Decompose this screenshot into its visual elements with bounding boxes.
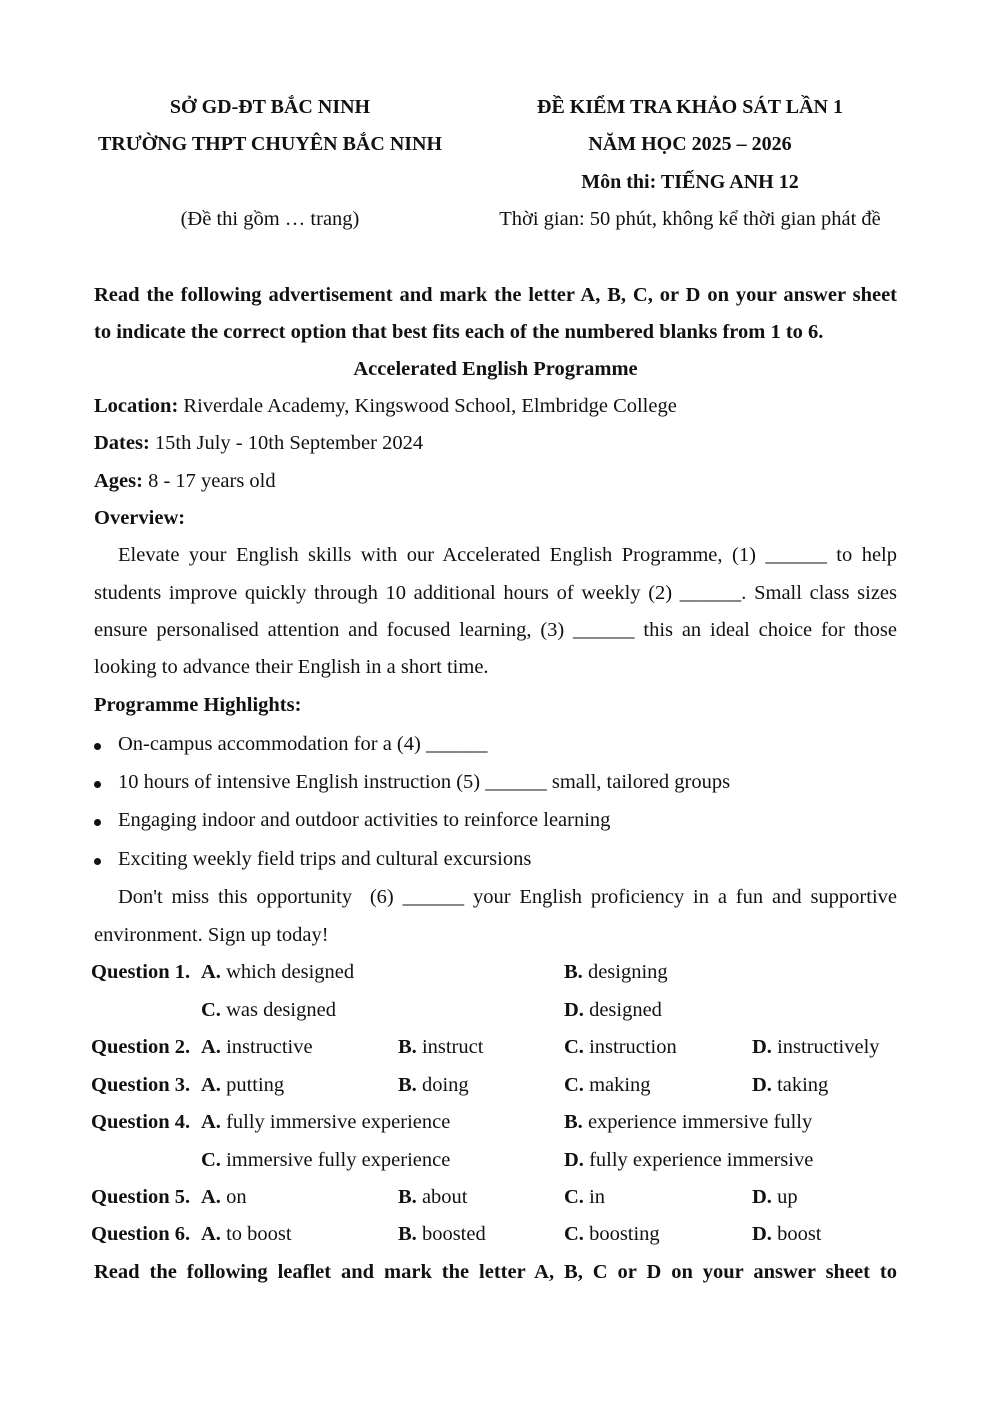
dates-label: Dates: [94,432,150,454]
option-b[interactable]: B. about [398,1186,468,1208]
question-label: Question 4. [91,1111,191,1133]
school-name: TRƯỜNG THPT CHUYÊN BẮC NINH [97,133,443,155]
highlight-text: Engaging indoor and outdoor activities to reinforce learning [118,809,611,831]
bullet-icon [94,819,101,826]
option-c[interactable]: C. in [564,1186,606,1208]
highlight-text: Exciting weekly field trips and cultural excursions [118,848,532,870]
bullet-icon [94,781,101,788]
option-b[interactable]: B. boosted [398,1223,486,1245]
option-a[interactable]: A. to boost [201,1223,292,1245]
location-label: Location: [94,395,179,417]
option-c[interactable]: C. was designed [201,999,336,1021]
page-count-note: (Đề thi gồm … trang) [180,208,360,230]
option-c[interactable]: C. making [564,1074,651,1096]
option-d[interactable]: D. up [752,1186,798,1208]
instruction-line: to indicate the correct option that best fits each of the numbered blanks from 1 to 6. [94,321,824,343]
option-d[interactable]: D. taking [752,1074,829,1096]
location-value: Riverdale Academy, Kingswood School, Elmbridge College [178,395,677,417]
time-note: Thời gian: 50 phút, không kể thời gian phát đề [499,208,881,230]
option-a[interactable]: A. putting [201,1074,285,1096]
option-d[interactable]: D. instructively [752,1036,880,1058]
question-label: Question 6. [91,1223,191,1245]
closing-line: environment. Sign up today! [94,924,329,946]
overview-label: Overview: [94,507,186,529]
question-label: Question 1. [91,961,191,983]
option-c[interactable]: C. boosting [564,1223,660,1245]
overview-line: looking to advance their English in a short time. [94,656,489,678]
option-c[interactable]: C. instruction [564,1036,677,1058]
overview-line: Elevate your English skills with our Accelerated English Programme, (1) ______ to help [118,544,897,566]
instruction-line: Read the following leaflet and mark the letter A, B, C or D on your answer sheet to [94,1261,897,1283]
ages-value: 8 - 17 years old [142,470,276,492]
closing-line: Don't miss this opportunity (6) ______ your English proficiency in a fun and supportive [118,886,897,908]
school-department: SỞ GD-ĐT BẮC NINH [169,96,371,118]
question-label: Question 5. [91,1186,191,1208]
option-b[interactable]: B. doing [398,1074,469,1096]
subject: Môn thi: TIẾNG ANH 12 [581,171,799,193]
highlights-label: Programme Highlights: [94,694,302,716]
overview-line: ensure personalised attention and focused learning, (3) ______ this an ideal choice for those [94,619,897,641]
ages-row [94,470,276,493]
option-d[interactable]: D. boost [752,1223,822,1245]
question-label: Question 3. [91,1074,191,1096]
option-a[interactable]: A. which designed [201,961,355,983]
exam-title: ĐỀ KIỂM TRA KHẢO SÁT LẦN 1 [537,96,843,118]
bullet-icon [94,858,101,865]
option-a[interactable]: A. fully immersive experience [201,1111,451,1133]
highlight-text: 10 hours of intensive English instruction (5) ______ small, tailored groups [118,771,731,793]
overview-line: students improve quickly through 10 additional hours of weekly (2) ______. Small class sizes [94,582,897,604]
dates-value: 15th July - 10th September 2024 [149,432,424,454]
option-b[interactable]: B. instruct [398,1036,484,1058]
ages-label: Ages: [94,470,143,492]
instruction-line: Read the following advertisement and mark the letter A, B, C, or D on your answer sheet [94,284,897,306]
option-a[interactable]: A. instructive [201,1036,313,1058]
option-d[interactable]: D. fully experience immersive [564,1149,814,1171]
advert-title: Accelerated English Programme [353,358,638,380]
option-a[interactable]: A. on [201,1186,247,1208]
dates-row [94,432,423,455]
bullet-icon [94,743,101,750]
highlight-text: On-campus accommodation for a (4) ______ [118,733,488,755]
option-d[interactable]: D. designed [564,999,662,1021]
location-row [94,395,677,418]
question-label: Question 2. [91,1036,191,1058]
option-b[interactable]: B. experience immersive fully [564,1111,813,1133]
option-c[interactable]: C. immersive fully experience [201,1149,451,1171]
option-b[interactable]: B. designing [564,961,668,983]
school-year: NĂM HỌC 2025 – 2026 [588,133,792,155]
